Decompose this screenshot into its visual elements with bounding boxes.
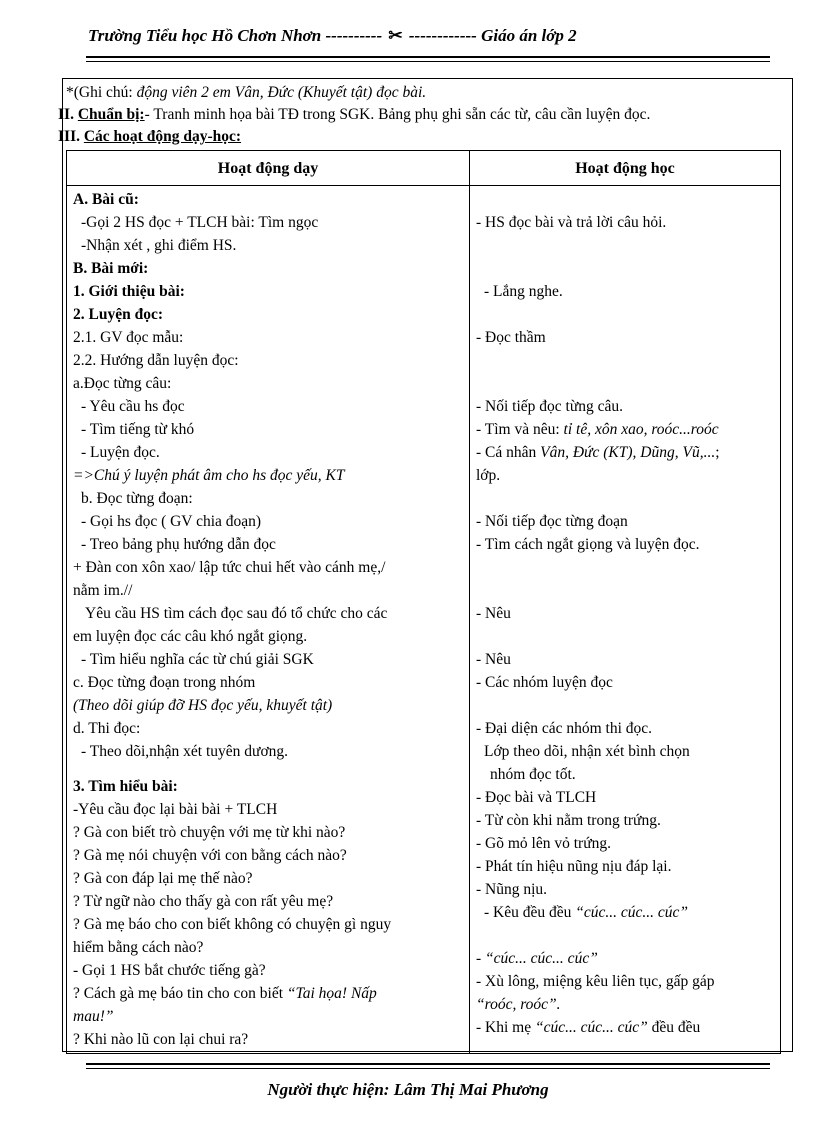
- header-dashes-right: ------------: [408, 26, 477, 45]
- teacher-line: A. Bài cũ:: [73, 191, 139, 208]
- teacher-line: 2. Luyện đọc:: [73, 306, 163, 323]
- student-line: - Từ còn khi nằm trong trứng.: [476, 812, 661, 829]
- teacher-line: hiểm bằng cách nào?: [73, 939, 204, 956]
- spacer: [476, 257, 774, 280]
- table-header-row: [67, 151, 781, 186]
- author-footer: Người thực hiện: Lâm Thị Mai Phương: [267, 1080, 549, 1099]
- school-name: Trường Tiểu học Hồ Chơn Nhơn: [88, 26, 322, 45]
- section2-number: II.: [58, 106, 74, 123]
- teacher-line: ? Gà mẹ báo cho con biết không có chuyện gì nguy: [73, 916, 392, 933]
- teacher-line: -Yêu cầu đọc lại bài bài + TLCH: [73, 801, 278, 818]
- student-line: - Kêu đều đều “cúc... cúc... cúc”: [484, 904, 689, 921]
- header-rule-thin: [86, 61, 770, 62]
- page-header: [88, 26, 728, 46]
- student-line: nhóm đọc tốt.: [490, 766, 576, 783]
- spacer: [476, 694, 774, 717]
- teacher-line: - Tìm hiểu nghĩa các từ chú giải SGK: [81, 651, 314, 668]
- teacher-line: ? Gà mẹ nói chuyện với con bằng cách nào?: [73, 847, 347, 864]
- student-line: - HS đọc bài và trả lời câu hỏi.: [476, 214, 667, 231]
- section2-text: - Tranh minh họa bài TĐ trong SGK. Bảng phụ ghi sẵn các từ, câu cần luyện đọc.: [144, 106, 651, 123]
- student-line: - Nối tiếp đọc từng đoạn: [476, 513, 628, 530]
- teacher-line: - Luyện đọc.: [81, 444, 160, 461]
- header-dashes-left: ----------: [325, 26, 383, 45]
- student-line: - Tìm cách ngắt giọng và luyện đọc.: [476, 536, 700, 553]
- student-line: - Đại diện các nhóm thi đọc.: [476, 720, 653, 737]
- grade-label: Giáo án lớp 2: [481, 26, 577, 45]
- teacher-line: 3. Tìm hiểu bài:: [73, 778, 178, 795]
- col-header-teacher: Hoạt động dạy: [67, 151, 470, 186]
- note-text: động viên 2 em Vân, Đức (Khuyết tật) đọc bài.: [136, 84, 427, 101]
- section-activities: [58, 126, 793, 148]
- teacher-line: b. Đọc từng đoạn:: [81, 490, 193, 507]
- spacer: [476, 924, 774, 947]
- teacher-line: Yêu cầu HS tìm cách đọc sau đó tổ chức cho các: [85, 605, 388, 622]
- teacher-line: ? Gà con đáp lại mẹ thế nào?: [73, 870, 253, 887]
- teacher-line: ? Gà con biết trò chuyện với mẹ từ khi nào?: [73, 824, 346, 841]
- section2-title: Chuẩn bị:: [77, 106, 145, 123]
- note-line: [62, 82, 793, 104]
- section-preparation: [58, 104, 793, 126]
- spacer: [476, 188, 774, 211]
- footer-rule: [86, 1063, 770, 1065]
- teacher-activities-cell: [67, 186, 470, 1054]
- teacher-line: ? Khi nào lũ con lại chui ra?: [73, 1031, 249, 1048]
- teacher-line: - Yêu cầu hs đọc: [81, 398, 185, 415]
- spacer: [476, 349, 774, 372]
- teacher-line: =>Chú ý luyện phát âm cho hs đọc yếu, KT: [73, 467, 345, 484]
- teacher-line: mau!”: [73, 1008, 114, 1025]
- teacher-line: d. Thi đọc:: [73, 720, 141, 737]
- student-line: - “cúc... cúc... cúc”: [476, 950, 598, 967]
- teacher-line: 1. Giới thiệu bài:: [73, 283, 185, 300]
- teacher-line: c. Đọc từng đoạn trong nhóm: [73, 674, 256, 691]
- spacer: [476, 625, 774, 648]
- teacher-line: -Nhận xét , ghi điểm HS.: [81, 237, 237, 254]
- student-line: - Các nhóm luyện đọc: [476, 674, 613, 691]
- student-line: - Xù lông, miệng kêu liên tục, gấp gáp: [476, 973, 715, 990]
- student-line: lớp.: [476, 467, 501, 484]
- teacher-line: B. Bài mới:: [73, 260, 149, 277]
- scissors-ornament-icon: ✂: [388, 26, 403, 45]
- note-prefix: *(Ghi chú:: [66, 84, 137, 101]
- student-activities-cell: [470, 186, 781, 1054]
- teacher-line: 2.2. Hướng dẫn luyện đọc:: [73, 352, 239, 369]
- student-line: - Khi mẹ “cúc... cúc... cúc” đều đều: [476, 1019, 701, 1036]
- student-line: - Nêu: [476, 651, 511, 668]
- spacer: [476, 556, 774, 579]
- header-rule: [86, 56, 770, 58]
- student-line: - Gõ mỏ lên vỏ trứng.: [476, 835, 611, 852]
- col-header-student: Hoạt động học: [470, 151, 781, 186]
- spacer: [476, 487, 774, 510]
- student-line: - Cá nhân Vân, Đức (KT), Dũng, Vũ,...;: [476, 444, 720, 461]
- teacher-line: 2.1. GV đọc mẫu:: [73, 329, 184, 346]
- footer-rule-thin: [86, 1068, 770, 1069]
- teacher-line: a.Đọc từng câu:: [73, 375, 172, 392]
- spacer: [476, 579, 774, 602]
- student-line: - Đọc bài và TLCH: [476, 789, 597, 806]
- student-line: - Nêu: [476, 605, 511, 622]
- activities-table: [66, 150, 781, 1054]
- teacher-line: em luyện đọc các câu khó ngắt giọng.: [73, 628, 308, 645]
- student-line: - Lắng nghe.: [484, 283, 563, 300]
- teacher-line: (Theo dõi giúp đỡ HS đọc yếu, khuyết tật): [73, 697, 333, 714]
- student-line: - Nũng nịu.: [476, 881, 548, 898]
- student-line: Lớp theo dõi, nhận xét bình chọn: [484, 743, 690, 760]
- teacher-line: -Gọi 2 HS đọc + TLCH bài: Tìm ngọc: [81, 214, 319, 231]
- spacer: [476, 303, 774, 326]
- section3-number: III.: [58, 128, 80, 145]
- teacher-line: - Tìm tiếng từ khó: [81, 421, 195, 438]
- lesson-intro: [58, 82, 793, 148]
- teacher-line: - Theo dõi,nhận xét tuyên dương.: [81, 743, 289, 760]
- spacer: [73, 763, 463, 775]
- student-line: - Nối tiếp đọc từng câu.: [476, 398, 624, 415]
- teacher-line: - Treo bảng phụ hướng dẫn đọc: [81, 536, 276, 553]
- table-body-row: [67, 186, 781, 1054]
- spacer: [476, 234, 774, 257]
- student-line: - Đọc thầm: [476, 329, 546, 346]
- teacher-line: ? Từ ngữ nào cho thấy gà con rất yêu mẹ?: [73, 893, 334, 910]
- teacher-line: ? Cách gà mẹ báo tin cho con biết “Tai họa! Nấp: [73, 985, 377, 1002]
- teacher-line: - Gọi 1 HS bắt chước tiếng gà?: [73, 962, 266, 979]
- student-line: “roóc, roóc”.: [476, 996, 561, 1013]
- spacer: [476, 372, 774, 395]
- section3-title: Các hoạt động dạy-học:: [83, 128, 242, 145]
- teacher-line: + Đàn con xôn xao/ lập tức chui hết vào cánh mẹ,/: [73, 559, 386, 576]
- teacher-line: nằm im.//: [73, 582, 133, 599]
- teacher-line: - Gọi hs đọc ( GV chia đoạn): [81, 513, 262, 530]
- student-line: - Phát tín hiệu nũng nịu đáp lại.: [476, 858, 672, 875]
- student-line: - Tìm và nêu: tỉ tê, xôn xao, roóc...roóc: [476, 421, 719, 438]
